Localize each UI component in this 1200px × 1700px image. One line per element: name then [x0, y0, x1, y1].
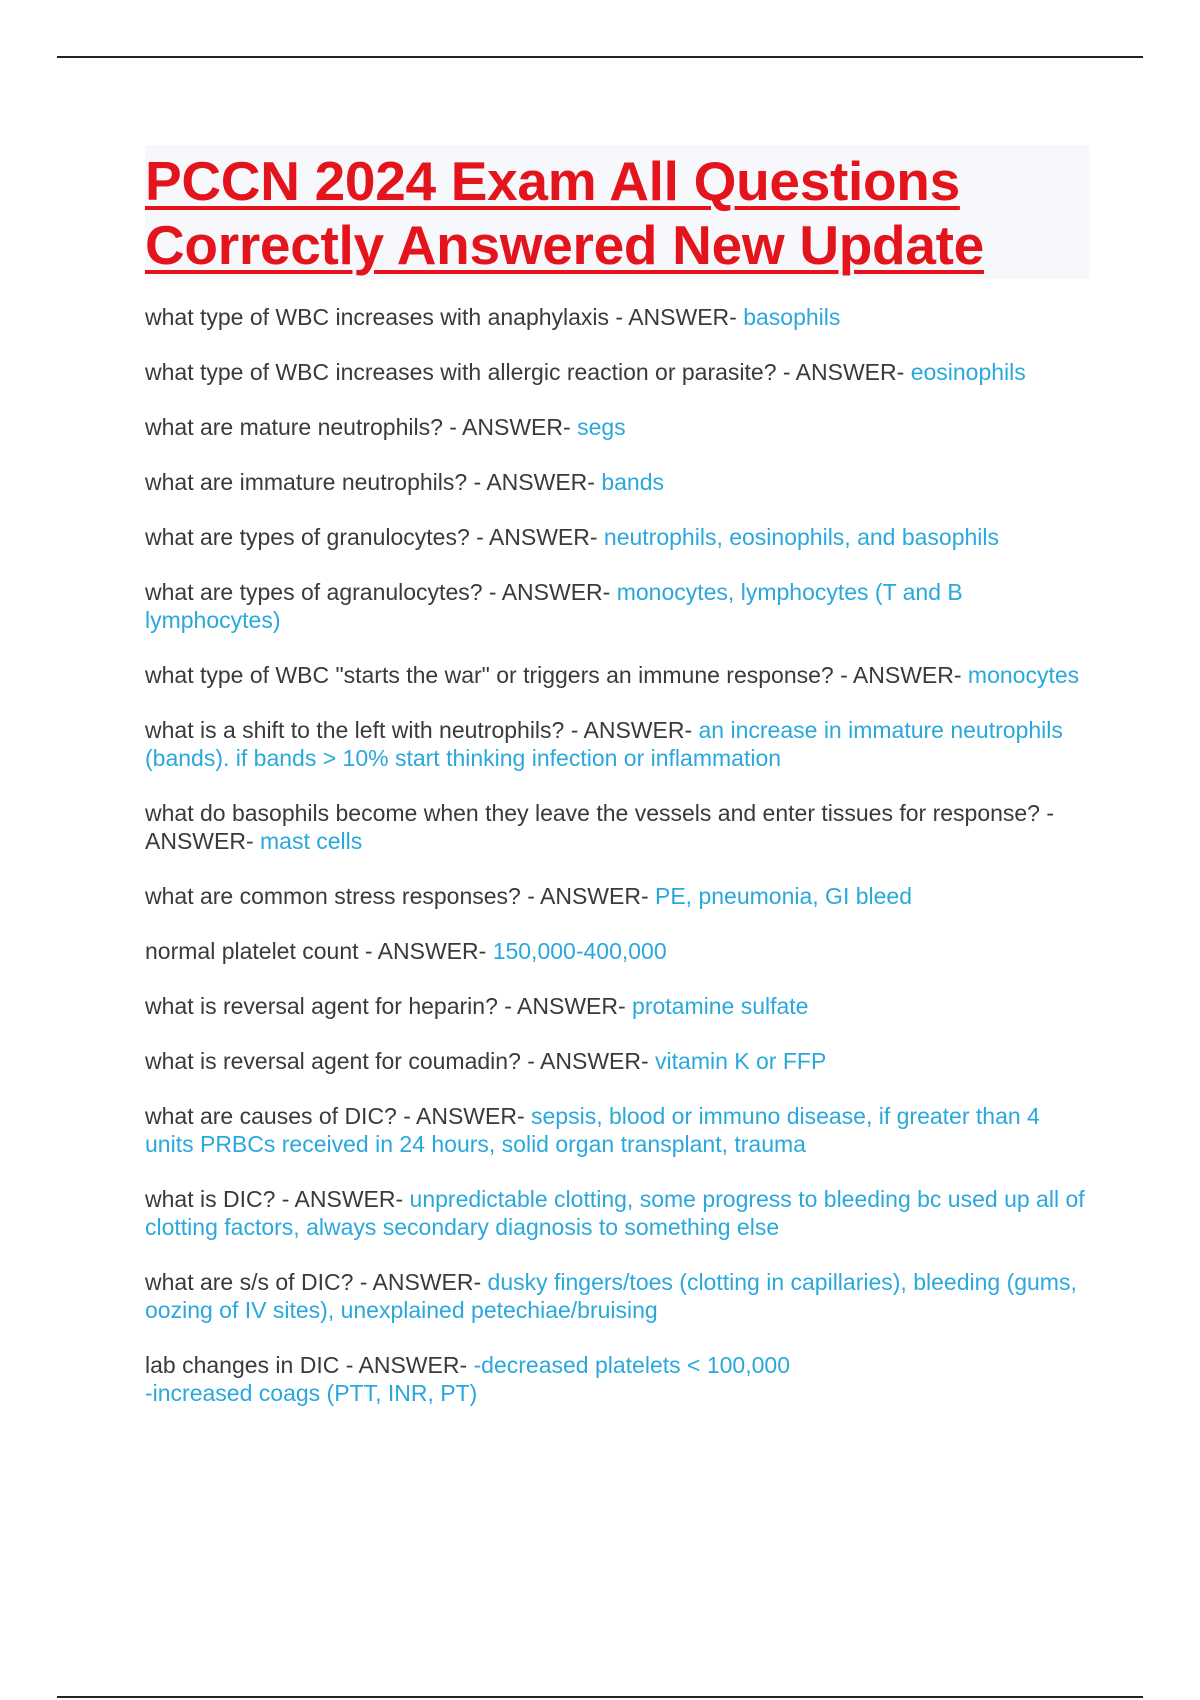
answer-text: bands: [601, 469, 665, 495]
document-title: PCCN 2024 Exam All Questions Correctly Answered New Update: [145, 150, 984, 276]
answer-label: - ANSWER-: [275, 1186, 410, 1212]
answer-text: vitamin K or FFP: [655, 1048, 827, 1074]
answer-label: - ANSWER-: [497, 993, 633, 1019]
title-block: [145, 145, 1090, 279]
question-text: what type of WBC "starts the war" or triggers an immune response?: [145, 662, 834, 688]
answer-text: PE, pneumonia, GI bleed: [655, 883, 912, 909]
qa-item: [145, 1185, 1090, 1241]
answer-label: - ANSWER-: [776, 359, 911, 385]
answer-text: neutrophils, eosinophils, and basophils: [603, 524, 1000, 550]
answer-label: - ANSWER-: [482, 579, 617, 605]
question-text: what are causes of DIC?: [145, 1103, 397, 1129]
answer-label: - ANSWER-: [520, 883, 655, 909]
question-text: what is a shift to the left with neutrophils?: [145, 717, 565, 743]
question-text: what is reversal agent for heparin?: [145, 993, 498, 1019]
qa-item: [145, 716, 1090, 772]
question-text: what are types of agranulocytes?: [145, 579, 483, 605]
question-text: what is reversal agent for coumadin?: [145, 1048, 521, 1074]
answer-text: -increased coags (PTT, INR, PT): [145, 1380, 478, 1406]
qa-item: [145, 1047, 1090, 1075]
answer-label: - ANSWER-: [833, 662, 968, 688]
qa-list: [145, 303, 1090, 1407]
answer-text: sepsis, blood or immuno disease, if greater than 4 units PRBCs received in 24 hours, solid organ transplant, trauma: [145, 1103, 1040, 1157]
qa-item: [145, 358, 1090, 386]
qa-item: [145, 523, 1090, 551]
answer-label: - ANSWER-: [609, 304, 744, 330]
answer-text: -decreased platelets < 100,000: [473, 1352, 790, 1378]
answer-label: - ANSWER-: [442, 414, 578, 440]
answer-text: mast cells: [260, 828, 363, 854]
question-text: what are mature neutrophils?: [145, 414, 443, 440]
answer-text: dusky fingers/toes (clotting in capillaries), bleeding (gums, oozing of IV sites), unexplained petechiae/bruising: [145, 1269, 1077, 1323]
question-text: what type of WBC increases with allergic reaction or parasite?: [145, 359, 777, 385]
qa-item: [145, 661, 1090, 689]
qa-item: [145, 413, 1090, 441]
qa-item: [145, 937, 1090, 965]
answer-label: - ANSWER-: [564, 717, 699, 743]
answer-text: monocytes, lymphocytes (T and B lymphocytes): [145, 579, 963, 633]
qa-item: [145, 799, 1090, 855]
question-text: what do basophils become when they leave the vessels and enter tissues for response?: [145, 800, 1040, 826]
question-text: what type of WBC increases with anaphylaxis: [145, 304, 610, 330]
answer-label: - ANSWER-: [520, 1048, 656, 1074]
answer-text: basophils: [743, 304, 841, 330]
question-text: normal platelet count: [145, 938, 359, 964]
answer-text: an increase in immature neutrophils (bands). if bands > 10% start thinking infection or inflammation: [145, 717, 1063, 771]
answer-text: monocytes: [967, 662, 1080, 688]
question-text: lab changes in DIC: [145, 1352, 340, 1378]
qa-item: [145, 882, 1090, 910]
answer-label: - ANSWER-: [467, 469, 602, 495]
answer-text: eosinophils: [910, 359, 1026, 385]
document-page: [145, 145, 1090, 1434]
answer-label: - ANSWER-: [145, 800, 1055, 854]
question-text: what are immature neutrophils?: [145, 469, 468, 495]
qa-item: [145, 1102, 1090, 1158]
qa-item: [145, 1268, 1090, 1324]
answer-label: - ANSWER-: [396, 1103, 532, 1129]
qa-item: [145, 303, 1090, 331]
top-rule: [57, 56, 1143, 58]
answer-label: - ANSWER-: [358, 938, 493, 964]
answer-label: - ANSWER-: [469, 524, 604, 550]
answer-text: protamine sulfate: [632, 993, 809, 1019]
question-text: what are s/s of DIC?: [145, 1269, 354, 1295]
question-text: what are common stress responses?: [145, 883, 521, 909]
answer-label: - ANSWER-: [353, 1269, 488, 1295]
qa-item: [145, 992, 1090, 1020]
question-text: what is DIC?: [145, 1186, 276, 1212]
qa-item: [145, 578, 1090, 634]
answer-text: 150,000-400,000: [492, 938, 667, 964]
qa-item: [145, 468, 1090, 496]
qa-item: [145, 1351, 1090, 1407]
answer-label: - ANSWER-: [339, 1352, 474, 1378]
answer-text: unpredictable clotting, some progress to bleeding bc used up all of clotting factors, always secondary diagnosis to something else: [145, 1186, 1085, 1240]
bottom-rule: [57, 1696, 1143, 1698]
answer-text: segs: [577, 414, 626, 440]
question-text: what are types of granulocytes?: [145, 524, 470, 550]
